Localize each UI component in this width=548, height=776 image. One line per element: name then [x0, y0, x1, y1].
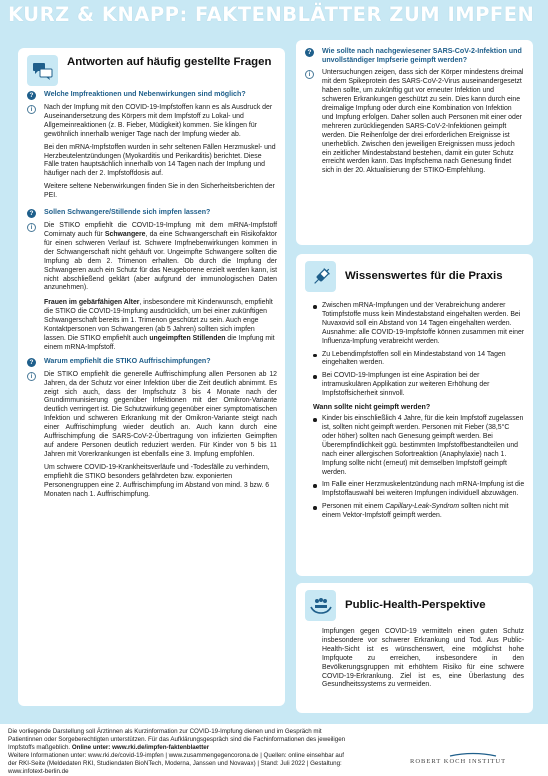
list-item: Zwischen mRNA-Impfungen und der Verabreichung anderer Totimpfstoffe muss kein Mindestabstand eingehalten werden. Bei Nuvaxovid soll ein Abstand von 14 Tagen eingehalten werden. Ausnahme: alle COVID-19-Impfstoffe können zusammen mit einer Influenza-Impfung verabreicht werden.: [313, 302, 525, 347]
info-icon: i: [27, 223, 36, 232]
question-icon: ?: [27, 209, 36, 218]
footer-line: Weitere Informationen unter: www.rki.de/covid-19-impfen | www.zusammengegencorona.de | Quellen: online einsehbar auf: [8, 752, 345, 759]
practice-title: Wissenswertes für die Praxis: [345, 270, 503, 282]
protection-hands-icon: [305, 590, 336, 621]
faq-title: Antworten auf häufig gestellte Fragen: [67, 56, 272, 68]
practice-header: [305, 261, 525, 292]
faq-header: [27, 55, 277, 86]
question-text: Welche Impfreaktionen und Nebenwirkungen sind möglich?: [44, 90, 246, 98]
answer-paragraph: Nach der Impfung mit den COVID-19-Impfstoffen kann es als Ausdruck der Auseinandersetzung des Körpers mit dem Impfstoff zu Lokal- und Allgemeinreaktionen (z. B. Fieber, Müdigkeit) kommen. Sie klingen für gewöhnlich innerhalb weniger Tage nach der Impfung wieder ab.: [44, 104, 273, 138]
syringe-icon: [305, 261, 336, 292]
answer-paragraph: Um schwere COVID-19-Krankheitsverläufe und -Todesfälle zu verhindern, empfiehlt die STIKO besonders gefährdeten bzw. exponierten Personengruppen eine 2. Auffrischimpfung im Abstand von mind. 3 bzw. 6 Monaten nach 1. Auffrischimpfung.: [44, 463, 270, 498]
infection-card: [296, 40, 533, 245]
rki-logo: [410, 752, 540, 768]
list-item: Personen mit einem Capillary-Leak-Syndrom sollten nicht mit einem Vektor-Impfstoff geimpft werden.: [313, 503, 525, 521]
footer-link[interactable]: www.infotext-berlin.de: [8, 768, 69, 775]
list-item: Kinder bis einschließlich 4 Jahre, für die kein Impfstoff zugelassen ist, sollten nicht geimpft werden. Personen mit Fieber (38,5°C oder höher) sollten nach Genesung geimpft werden. Bei Überempfindlichkeit ggü. bestimmten Impfstoffbestandteilen und nach einer allergischen Sofortreaktion (Anaphylaxie) nach 1. Impfung sollte nicht (erneut) mit demselben Impfstoff geimpft werden.: [313, 415, 525, 477]
question-icon: ?: [27, 91, 36, 100]
online-link[interactable]: Online unter: www.rki.de/impfen-faktenblaetter: [71, 744, 210, 751]
question-booster: [27, 357, 277, 367]
list-item: Zu Lebendimpfstoffen soll ein Mindestabstand von 14 Tagen eingehalten werden.: [313, 351, 525, 369]
answer-infection: [305, 69, 525, 180]
practice-card: [296, 254, 533, 576]
faq-card: [18, 48, 285, 706]
list-item: Im Falle einer Herzmuskelentzündung nach mRNA-Impfung ist die Impfstoffauswahl bei weiteren Impfungen individuell abzuwägen.: [313, 481, 525, 499]
answer-paragraph: Weitere seltene Nebenwirkungen finden Sie in den Sicherheitsberichten der PEI.: [44, 183, 275, 200]
answer-paragraph: Frauen im gebärfähigen Alter, insbesondere mit Kinderwunsch, empfiehlt die STIKO die COVID-19-Impfung ausdrücklich, um bei einer zukünftigen Schwangerschaft bereits im 1. Trimenon geschützt zu sein. Auch enge Kontaktpersonen von Schwangeren (ab 5 Jahren) sollten sich impfen lassen. Die STIKO empfiehlt auch ungeimpften Stillenden die Impfung mit einem mRNA-Impfstoff.: [44, 299, 275, 351]
answer-reactions: [27, 104, 277, 205]
question-text: Wie sollte nach nachgewiesener SARS-CoV-2-Infektion und unvollständiger Impfserie geimpft werden?: [322, 47, 522, 65]
answer-paragraph: Untersuchungen zeigen, dass sich der Körper mindestens dreimal mit dem Spikeprotein des SARS-CoV-2-Virus auseinandergesetzt haben sollte, um zukünftig gut vor erneuter Infektion und schweren Erkrankungen geschützt zu sein. Dies kann durch eine dreimalige Impfung oder durch eine Kombination von Infektion und Impfung erfolgen. Daher sollen auch Personen mit einer oder mehreren zurückliegenden SARS-CoV-2-Infektionen geimpft werden. Die Reihenfolge der drei erforderlichen Ereignisse ist unerheblich. Zwischen den jeweiligen Ereignissen muss jedoch ein zeitlicher Mindestabstand bestehen, damit ein guter Schutz erreicht werden kann. Das Impfschema nach Genesung findet sich in der 20. Aktualisierung der STIKO-Empfehlung.: [322, 69, 524, 175]
practice-list: [313, 302, 525, 399]
answer-paragraph: Die STIKO empfiehlt die generelle Auffrischimpfung allen Personen ab 12 Jahren, da der Schutz vor einer Infektion über die Zeit deutlich abnimmt. Es zeigt sich auch, dass der Impfschutz 3 bis 4 Monate nach der Grundimmunisierung gegenüber Infektionen mit der Omikron-Variante deutlich verringert ist. Die Schutzwirkung gegenüber einer symptomatischen Infektion und schweren Erkrankung mit der Omikron-Variante steigt nach einer Auffrischimpfung wieder deutlich an. Auch kann durch eine Auffrischimpfung die SARS-CoV-2-Übertragung von infizierten Geimpften auf andere Personen deutlich reduziert werden. Für Kinder von 5 bis 11 Jahren mit Vorerkrankungen ist ebenfalls eine 3. Impfung empfohlen.: [44, 370, 277, 458]
footer-line: Die vorliegende Darstellung soll Ärztinnen als Kurzinformation zur COVID-19-Impfung dienen und im Gespräch mit: [8, 728, 322, 735]
answer-paragraph: Bei den mRNA-Impfstoffen wurden in sehr seltenen Fällen Herzmuskel- und Herzbeutelentzündungen (Myokarditis und Perikarditis) berichtet. Diese Fälle traten hauptsächlich innerhalb von 14 Tagen nach der Impfung und häufiger nach der 2. Impfstoffdosis auf.: [44, 143, 276, 178]
answer-booster: [27, 371, 277, 504]
info-icon: i: [27, 105, 36, 114]
question-pregnancy: [27, 208, 277, 218]
contraindication-heading: Wann sollte nicht geimpft werden?: [313, 403, 431, 412]
question-text: Sollen Schwangere/Stillende sich impfen lassen?: [44, 208, 211, 217]
list-item: Bei COVID-19-Impfungen ist eine Aspiration bei der intramuskulären Applikation zur weiteren Erhöhung der Impfstoffsicherheit sinnvoll.: [313, 372, 525, 399]
contraindication-list: [313, 415, 525, 521]
rki-logo-text: ROBERT KOCH INSTITUT: [410, 758, 507, 765]
footer-line: Impfstoffs maßgeblich. Online unter: www.rki.de/impfen-faktenblaetter: [8, 744, 210, 751]
page-title: KURZ & KNAPP: FAKTENBLÄTTER ZUM IMPFEN: [8, 3, 535, 26]
answer-paragraph: Die STIKO empfiehlt die COVID-19-Impfung mit dem mRNA-Impfstoff Comirnaty auch für Schwangere, da eine Schwangerschaft ein Risikofaktor für einen schweren Verlauf ist. Schwere Impfnebenwirkungen kommen in der Schwangerschaft nicht gehäuft vor. Ungeimpfte Schwangere sollten die Impfung ab dem 2. Trimenon erhalten. Ob durch die Impfung der Schwangeren auch ein Schutz für das Neugeborene erzielt werden kann, ist nicht abschließend geklärt (aber aufgrund der immunologischen Daten anzunehmen).: [44, 222, 278, 292]
question-reactions: [27, 90, 277, 100]
question-icon: ?: [27, 358, 36, 367]
public-health-header: [305, 590, 525, 621]
footer-line: Patientinnen oder Sorgeberechtigten unterstützen. Für das Aufklärungsgespräch sind die Fachinformationen des jeweiligen: [8, 736, 346, 743]
question-text: Warum empfiehlt die STIKO Auffrischimpfungen?: [44, 356, 211, 365]
chat-bubbles-icon: [27, 55, 58, 86]
question-infection: [305, 47, 525, 65]
public-health-card: [296, 583, 533, 713]
info-icon: i: [27, 372, 36, 381]
public-health-title: Public-Health-Perspektive: [345, 599, 486, 611]
answer-pregnancy: [27, 222, 277, 297]
info-icon: i: [305, 70, 314, 79]
footer-line: der RKI-Seite (Meldedaten RKI, Studiendaten BioNTech, Moderna, Janssen und Novavax) | Stand: Juli 2022 | Gestaltung:: [8, 760, 342, 767]
question-icon: ?: [305, 48, 314, 57]
public-health-text: Impfungen gegen COVID-19 vermitteln einen guten Schutz insbesondere vor schwerer Erkrankung und Tod. Aus Public-Health-Sicht ist es wünschenswert, eine möglichst hohe Impfquote zu erreichen, insbesondere in den Bevölkerungsgruppen mit erhöhtem Risiko für eine schwere COVID-19-Erkrankung. Ziel ist es, eine Überlastung des Gesundheitssystems zu vermeiden.: [322, 628, 524, 689]
